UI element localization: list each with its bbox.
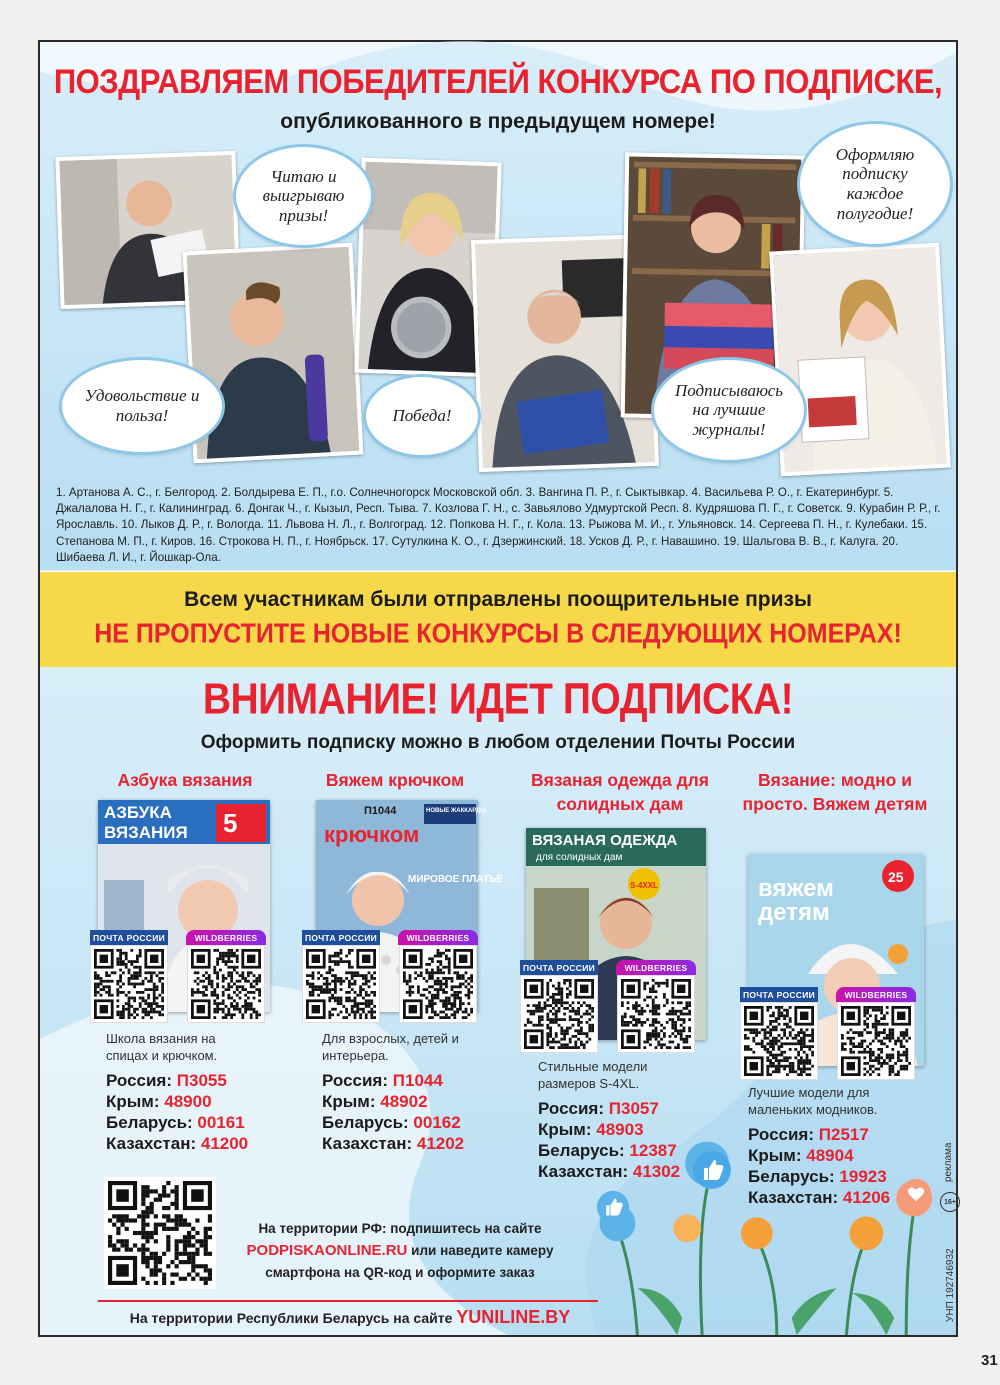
online-line-3: смартфона на QR-код и оформите заказ	[265, 1265, 535, 1280]
wildberries-qr-code[interactable]	[187, 945, 265, 1023]
subscription-code: 48904	[806, 1146, 854, 1165]
region-label: Беларусь:	[106, 1113, 193, 1132]
magazine-codes-4	[748, 1124, 890, 1208]
qr-block-1	[90, 930, 266, 1024]
region-label: Казахстан:	[322, 1134, 413, 1153]
subscription-code: 12387	[629, 1141, 677, 1160]
subscription-code: 41206	[842, 1188, 891, 1207]
magazine-title-4: Вязание: модно и просто. Вяжем детям	[742, 770, 928, 814]
age-rating-badge: 16+	[940, 1192, 960, 1212]
region-label: Беларусь:	[322, 1113, 409, 1132]
region-label: Крым:	[538, 1120, 592, 1139]
subscription-code: 00162	[413, 1113, 461, 1132]
subscription-code: 48900	[164, 1092, 212, 1111]
subscription-code: 00161	[197, 1113, 245, 1132]
region-label: Крым:	[322, 1092, 376, 1111]
cover-1-line-2: ВЯЗАНИЯ	[104, 823, 188, 842]
magazine-desc-2: Для взрослых, детей и интерьера.	[322, 1031, 459, 1063]
magazine-codes-2	[322, 1070, 464, 1154]
wildberries-qr-code[interactable]	[617, 975, 695, 1053]
qr-code-icon	[841, 1006, 911, 1076]
subscription-code: П3057	[608, 1099, 659, 1118]
subscription-title: ВНИМАНИЕ! ИДЕТ ПОДПИСКА!	[202, 675, 794, 724]
wildberries-qr-code[interactable]	[399, 945, 477, 1023]
ad-label: реклама	[943, 1142, 954, 1182]
belarus-info	[40, 1307, 660, 1328]
subscription-code: П2517	[818, 1125, 869, 1144]
subscription-code: П1044	[392, 1071, 443, 1090]
podpiska-online-qr-code[interactable]	[104, 1177, 216, 1289]
qr-block-2	[302, 930, 478, 1024]
winner-photo-6	[769, 243, 951, 477]
subscription-code: 41202	[416, 1134, 465, 1153]
cover-2-badge-text: МИРОВОЕ ПЛАТЬЕ	[408, 874, 503, 885]
qr-code-icon	[191, 949, 261, 1019]
magazine-codes-1	[106, 1070, 248, 1154]
pochta-label: ПОЧТА РОССИИ	[520, 960, 598, 975]
subscription-code: 41302	[632, 1162, 681, 1181]
region-label: Беларусь:	[748, 1167, 835, 1186]
region-label: Крым:	[106, 1092, 160, 1111]
online-subscription-info	[220, 1218, 580, 1284]
pochta-qr-code[interactable]	[90, 945, 168, 1023]
cover-4-line-1: вяжем	[758, 875, 834, 902]
region-label: Казахстан:	[106, 1134, 197, 1153]
qr-code-icon	[108, 1181, 212, 1285]
wildberries-label: WILDBERRIES	[398, 930, 478, 945]
pochta-label: ПОЧТА РОССИИ	[740, 987, 818, 1002]
cover-4-line-2: детям	[758, 899, 830, 926]
region-label: Казахстан:	[538, 1162, 629, 1181]
qr-block-4	[740, 987, 916, 1081]
cover-1-line-1: АЗБУКА	[104, 803, 172, 822]
like-icon	[596, 1190, 630, 1224]
cover-3-badge: S-4XXL	[630, 881, 659, 890]
wildberries-label: WILDBERRIES	[186, 930, 266, 945]
page-number: 31	[981, 1352, 998, 1369]
winners-list: 1. Артанова А. С., г. Белгород. 2. Болдырева Е. П., г.о. Солнечногорск Московской обл. 3. Вангина П. Р., г. Сыктывкар. 4. Васильева Р. О., г. Екатеринбург. 5. Джалалова Н. Г., г. Калининград. 6. Донгак Ч., г. Кызыл, Респ. Тыва. 7. Козлова Г. Н., с. Завьялово Удмуртской Респ. 8. Кудряшова П. Г., г. Советск. 9. Курабин Р. Р., г. Ярославль. 10. Лыков Д. Р., г. Вологда. 11. Львова Н. Л., г. Волгоград. 12. Попкова Н. Г., г. Кола. 13. Рыжова М. И., г. Ульяновск. 14. Сергеева П. Н., г. Кулебаки. 15. Степанова М. П., г. Киров. 16. Строкова Н. П., г. Ноябрьск. 17. Сутулкина К. О., г. Дзержинский. 18. Усков Д. Р., г. Навашино. 19. Шальгова В. В., г. Калуга. 20. Шибаева Л. И., г. Йошкар-Ола.	[56, 486, 941, 564]
subscription-subtitle: Оформить подписку можно в любом отделении Почты России	[200, 732, 796, 753]
podpiska-online-link[interactable]: PODPISKAONLINE.RU	[246, 1242, 408, 1259]
magazine-title-1: Азбука вязания	[117, 770, 253, 790]
divider-line	[98, 1300, 598, 1302]
subscription-code: 48903	[596, 1120, 644, 1139]
cover-4-badge: 25	[888, 869, 904, 885]
qr-code-icon	[403, 949, 473, 1019]
qr-code-icon	[94, 949, 164, 1019]
speech-bubble-subscribe-every-half-year: Оформляю подписку каждое полугодие!	[800, 124, 950, 244]
subscription-code: 48902	[380, 1092, 428, 1111]
cover-3-line-2: для солидных дам	[536, 852, 623, 863]
qr-code-icon	[524, 979, 594, 1049]
magazine-title-3: Вязаная одежда для солидных дам	[530, 770, 710, 814]
contest-subtitle: опубликованного в предыдущем номере!	[280, 110, 716, 133]
cover-2-line-2: крючком	[324, 822, 420, 847]
speech-bubble-best-magazines: Подписываюсь на лучшие журналы!	[654, 360, 804, 460]
region-label: Казахстан:	[748, 1188, 839, 1207]
magazine-desc-3: Стильные модели размеров S-4XL.	[538, 1059, 648, 1091]
qr-code-icon	[306, 949, 376, 1019]
magazine-desc-1: Школа вязания на спицах и крючком.	[106, 1031, 218, 1063]
online-line-2: или наведите камеру	[407, 1243, 554, 1258]
belarus-text: На территории Республики Беларусь на сайте	[129, 1310, 457, 1326]
region-label: Россия:	[748, 1125, 815, 1144]
pochta-qr-code[interactable]	[520, 975, 598, 1053]
qr-block-3	[520, 960, 696, 1054]
magazine-codes-3	[538, 1098, 680, 1182]
speech-bubble-victory: Победа!	[366, 377, 478, 455]
wildberries-qr-code[interactable]	[837, 1002, 915, 1080]
qr-code-icon	[744, 1006, 814, 1076]
unp-number: УНП 192746932	[945, 1248, 956, 1322]
wildberries-label: WILDBERRIES	[836, 987, 916, 1002]
banner-line-prizes: Всем участникам были отправлены поощрительные призы	[184, 588, 812, 611]
region-label: Беларусь:	[538, 1141, 625, 1160]
region-label: Россия:	[322, 1071, 389, 1090]
cover-3-line-1: ВЯЗАНАЯ ОДЕЖДА	[532, 832, 678, 849]
online-line-1: На территории РФ: подпишитесь на сайте	[258, 1221, 542, 1236]
pochta-qr-code[interactable]	[302, 945, 380, 1023]
banner-line-next-contests: НЕ ПРОПУСТИТЕ НОВЫЕ КОНКУРСЫ В СЛЕДУЮЩИХ НОМЕРАХ!	[94, 618, 902, 650]
cover-2-line-1: П1044	[364, 805, 397, 817]
pochta-qr-code[interactable]	[740, 1002, 818, 1080]
heart-icon	[900, 1178, 932, 1210]
pochta-label: ПОЧТА РОССИИ	[90, 930, 168, 945]
subscription-code: 19923	[839, 1167, 887, 1186]
magazine-title-2: Вяжем крючком	[325, 770, 465, 790]
like-icon	[692, 1150, 732, 1190]
subscription-code: 41200	[200, 1134, 249, 1153]
contest-title: ПОЗДРАВЛЯЕМ ПОБЕДИТЕЛЕЙ КОНКУРСА ПО ПОДПИСКЕ,	[53, 61, 943, 102]
subscription-code: П3055	[176, 1071, 227, 1090]
wildberries-label: WILDBERRIES	[616, 960, 696, 975]
pochta-label: ПОЧТА РОССИИ	[302, 930, 380, 945]
region-label: Россия:	[538, 1099, 605, 1118]
speech-bubble-read-and-win: Читаю и выигрываю призы!	[236, 147, 371, 245]
region-label: Крым:	[748, 1146, 802, 1165]
yuniline-link[interactable]: YUNILINE.BY	[456, 1307, 571, 1327]
speech-bubble-pleasure-and-use: Удовольствие и польза!	[62, 360, 222, 452]
region-label: Россия:	[106, 1071, 173, 1090]
cover-2-badge: НОВЫЕ ЖАККАРДЫ	[426, 808, 487, 814]
magazine-page	[38, 40, 958, 1337]
qr-code-icon	[621, 979, 691, 1049]
magazine-desc-4: Лучшие модели для маленьких модников.	[748, 1085, 878, 1117]
cover-1-badge: 5	[223, 808, 238, 838]
